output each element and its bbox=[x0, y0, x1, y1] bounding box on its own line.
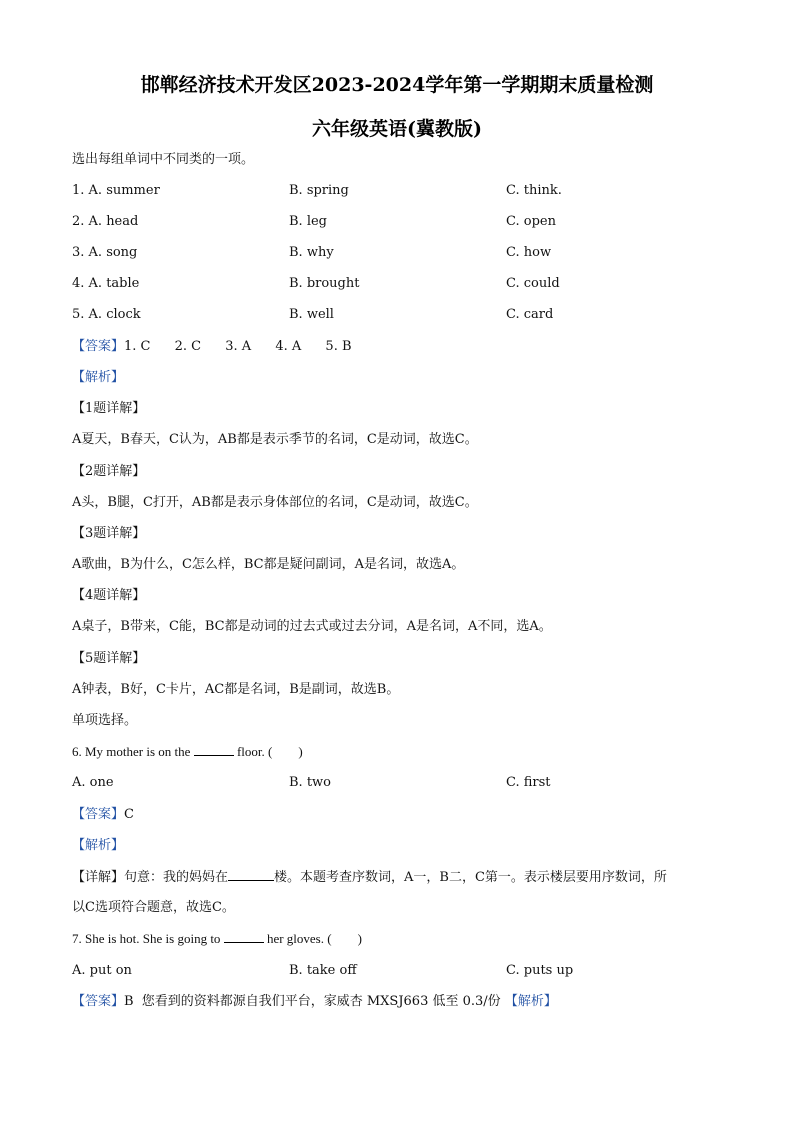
q7-answer-value: B bbox=[124, 994, 134, 1009]
q2-option-a: 2. A. head bbox=[72, 214, 139, 229]
q4-option-a: 4. A. table bbox=[72, 276, 140, 291]
exam-title: 邯郸经济技术开发区2023-2024学年第一学期期末质量检测 bbox=[140, 74, 654, 96]
q6-detail-before: 句意：我的妈妈在 bbox=[124, 870, 229, 885]
q3-option-a: 3. A. song bbox=[72, 245, 138, 260]
detail-4-tag: 【4题详解】 bbox=[72, 588, 146, 603]
q3-option-c: C. how bbox=[506, 245, 552, 260]
q4-option-c: C. could bbox=[506, 276, 560, 291]
q7-blank bbox=[224, 930, 264, 943]
q1-option-b: B. spring bbox=[289, 183, 349, 198]
q6-option-c: C. first bbox=[506, 775, 551, 790]
answer-4: 4. A bbox=[275, 339, 302, 354]
q1-option-a: 1. A. summer bbox=[72, 183, 160, 198]
q5-option-a: 5. A. clock bbox=[72, 307, 141, 322]
detail-3-text: A歌曲，B为什么，C怎么样，BC都是疑问副词，A是名词，故选A。 bbox=[72, 557, 465, 572]
q7-option-a: A. put on bbox=[72, 963, 132, 978]
exam-subtitle: 六年级英语(冀教版) bbox=[312, 118, 482, 140]
q7-option-b: B. take off bbox=[289, 963, 357, 978]
q6-detail-tag: 【详解】 bbox=[72, 870, 125, 885]
q7-stem-before: 7. She is hot. She is going to bbox=[72, 931, 221, 946]
answer-tag: 【答案】 bbox=[72, 339, 125, 354]
detail-5-text: A钟表，B好，C卡片，AC都是名词，B是副词，故选B。 bbox=[72, 682, 400, 697]
q6-option-b: B. two bbox=[289, 775, 331, 790]
detail-4-text: A桌子，B带来，C能，BC都是动词的过去式或过去分词，A是名词，A不同，选A。 bbox=[72, 619, 552, 634]
q5-option-b: B. well bbox=[289, 307, 334, 322]
detail-1-text: A夏天，B春天，C认为，AB都是表示季节的名词，C是动词，故选C。 bbox=[72, 432, 478, 447]
answer-5: 5. B bbox=[325, 339, 352, 354]
section1-instruction: 选出每组单词中不同类的一项。 bbox=[72, 152, 255, 167]
q6-analysis-tag: 【解析】 bbox=[72, 838, 125, 853]
q6-detail-blank bbox=[228, 868, 274, 881]
q6-blank bbox=[194, 743, 234, 756]
q6-stem-after: floor. ( bbox=[236, 744, 273, 759]
section2-instruction: 单项选择。 bbox=[72, 713, 138, 728]
detail-2-tag: 【2题详解】 bbox=[72, 464, 146, 479]
q6-answer bbox=[72, 806, 134, 824]
detail-3-tag: 【3题详解】 bbox=[72, 526, 146, 541]
q6-answer-tag: 【答案】 bbox=[72, 807, 125, 822]
q6-detail-line2: 以C选项符合题意，故选C。 bbox=[72, 900, 235, 915]
q6-paren-close: ) bbox=[298, 744, 303, 759]
q7-paren-close: ) bbox=[357, 931, 362, 946]
q7-answer-tag: 【答案】 bbox=[72, 994, 125, 1009]
q7-stem bbox=[72, 930, 362, 948]
detail-5-tag: 【5题详解】 bbox=[72, 651, 146, 666]
q3-option-b: B. why bbox=[289, 245, 334, 260]
q6-stem bbox=[72, 743, 303, 761]
q5-option-c: C. card bbox=[506, 307, 554, 322]
answer-1: 1. C bbox=[124, 339, 151, 354]
answer-2: 2. C bbox=[174, 339, 202, 354]
q2-option-b: B. leg bbox=[289, 214, 327, 229]
q7-stem-after: her gloves. ( bbox=[266, 931, 332, 946]
answer-row-1-5 bbox=[72, 338, 372, 356]
platform-note: 您看到的资料都源自我们平台，家威杏 MXSJ663 低至 0.3/份 bbox=[141, 994, 501, 1009]
q7-option-c: C. puts up bbox=[506, 963, 574, 978]
q6-stem-before: 6. My mother is on the bbox=[72, 744, 191, 759]
q6-option-a: A. one bbox=[72, 775, 114, 790]
q7-answer-row bbox=[72, 993, 557, 1011]
answer-3: 3. A bbox=[225, 339, 252, 354]
q1-option-c: C. think. bbox=[506, 183, 562, 198]
detail-1-tag: 【1题详解】 bbox=[72, 401, 146, 416]
q6-detail-after: 楼。本题考查序数词，A一，B二，C第一。表示楼层要用序数词，所 bbox=[274, 870, 667, 885]
analysis-tag: 【解析】 bbox=[72, 370, 125, 385]
q4-option-b: B. brought bbox=[289, 276, 360, 291]
q6-detail bbox=[72, 868, 667, 887]
detail-2-text: A头，B腿，C打开，AB都是表示身体部位的名词，C是动词，故选C。 bbox=[72, 495, 478, 510]
q7-analysis-tag: 【解析】 bbox=[504, 994, 557, 1009]
q6-answer-value: C bbox=[124, 807, 134, 822]
q2-option-c: C. open bbox=[506, 214, 556, 229]
